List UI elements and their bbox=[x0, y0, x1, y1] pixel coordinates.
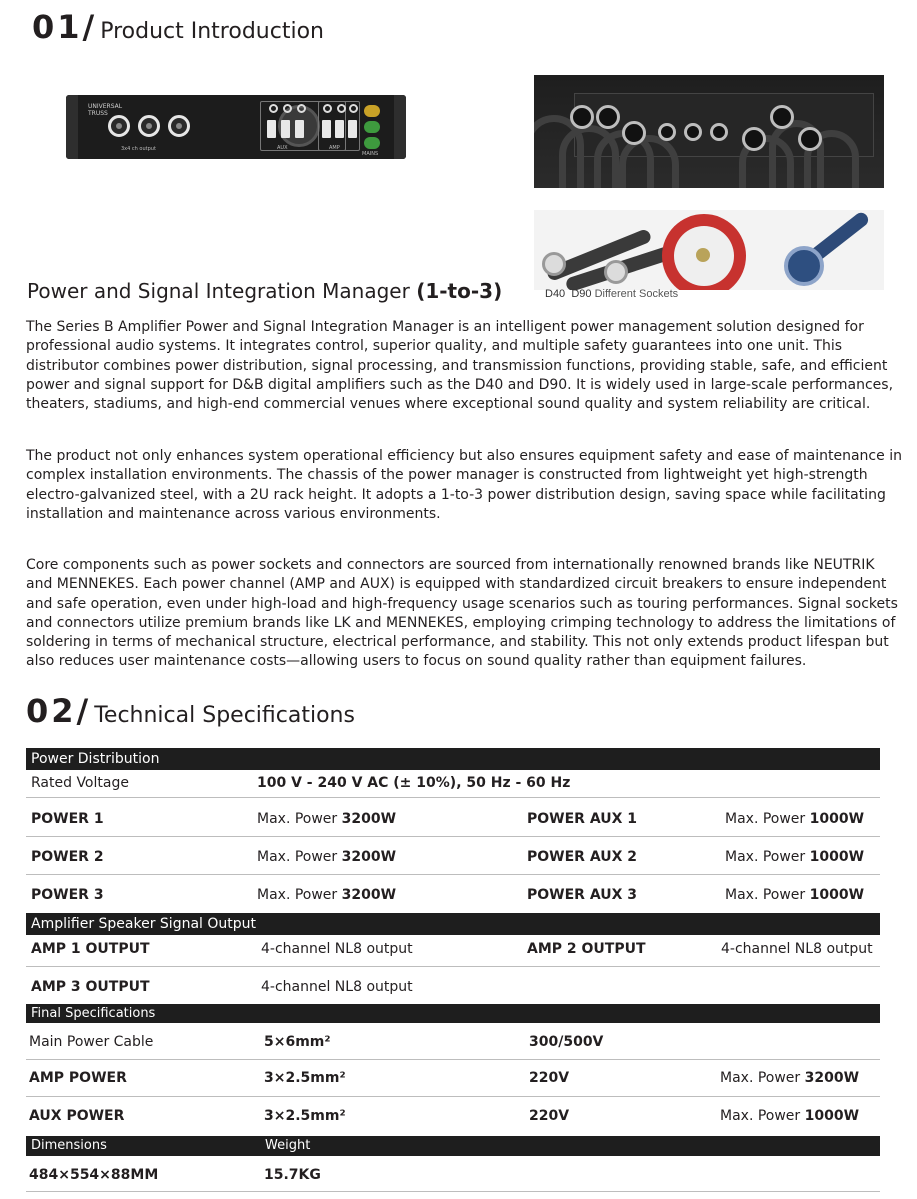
power-aux-2-value: Max. Power 1000W bbox=[725, 849, 865, 865]
power-2-label: POWER 2 bbox=[31, 849, 104, 865]
amp-power-cable-size: 3×2.5mm² bbox=[264, 1070, 346, 1086]
product-title: Power and Signal Integration Manager (1-to-3) bbox=[27, 279, 503, 303]
speakon-connector bbox=[570, 105, 594, 129]
rated-voltage-value: 100 V - 240 V AC (± 10%), 50 Hz - 60 Hz bbox=[257, 775, 571, 791]
amp-label: AMP bbox=[329, 145, 340, 151]
section-number: 01 bbox=[32, 8, 83, 46]
indicator-lamp bbox=[364, 105, 380, 117]
rated-voltage-label: Rated Voltage bbox=[31, 775, 129, 791]
front-panel-photo bbox=[66, 95, 406, 159]
speakon-connector bbox=[596, 105, 620, 129]
nl8-connector bbox=[770, 105, 794, 129]
powercon-connector bbox=[622, 121, 646, 145]
aux-power-voltage: 220V bbox=[529, 1108, 570, 1124]
aux-label: AUX bbox=[277, 145, 288, 151]
amp-power-voltage: 220V bbox=[529, 1070, 570, 1086]
brand-logo: UNIVERSAL TRUSS bbox=[88, 103, 123, 117]
signal-output-header: Amplifier Speaker Signal Output bbox=[26, 913, 880, 935]
amp-power-max: Max. Power 3200W bbox=[720, 1070, 860, 1086]
power-2-value: Max. Power 3200W bbox=[257, 849, 397, 865]
speakon-plug bbox=[784, 246, 824, 286]
amp-1-output-value: 4-channel NL8 output bbox=[261, 941, 413, 957]
section-slash: / bbox=[76, 692, 89, 730]
power-3-label: POWER 3 bbox=[31, 887, 104, 903]
section-title: Technical Specifications bbox=[94, 703, 355, 728]
sockets-caption: D40 D90 Different Sockets bbox=[545, 288, 679, 300]
mains-label: MAINS bbox=[362, 151, 379, 157]
power-aux-2-label: POWER AUX 2 bbox=[527, 849, 638, 865]
power-1-label: POWER 1 bbox=[31, 811, 104, 827]
dimensions-header bbox=[26, 1136, 880, 1156]
section-slash: / bbox=[82, 8, 95, 46]
amp-2-output-label: AMP 2 OUTPUT bbox=[527, 941, 646, 957]
intro-paragraph-3: Core components such as power sockets and connectors are sourced from internationally renowned brands like NEUTRIK and MENNEKES. Each power channel (AMP and AUX) is equipped with standardized circuit breakers to ensure independent and safe operation, even under high-load and high-frequency usage scenarios such as touring performances. Signal sockets and connectors utilize premium brands like LK and MENNEKES, employing crimping technology to address the limitations of soldering in terms of mechanical structure, electrical performance, and stability. This not only extends product lifespan but also reduces user maintenance costs—allowing users to focus on sound quality rather than equipment failures. bbox=[26, 557, 898, 670]
aux-connector bbox=[684, 123, 702, 141]
nl8-output-connector bbox=[108, 115, 130, 137]
nl8-connector bbox=[798, 127, 822, 151]
weight-header-label: Weight bbox=[265, 1138, 311, 1153]
section-1-heading bbox=[32, 8, 324, 46]
power-aux-3-label: POWER AUX 3 bbox=[527, 887, 638, 903]
final-specs-header: Final Specifications bbox=[26, 1004, 880, 1023]
aux-power-label: AUX POWER bbox=[29, 1108, 125, 1124]
nl8-output-connector bbox=[168, 115, 190, 137]
amp-2-output-value: 4-channel NL8 output bbox=[721, 941, 873, 957]
nl8-connector bbox=[742, 127, 766, 151]
amp-3-output-value: 4-channel NL8 output bbox=[261, 979, 413, 995]
aux-power-cable-size: 3×2.5mm² bbox=[264, 1108, 346, 1124]
dimensions-header-label: Dimensions bbox=[31, 1138, 107, 1153]
section-number: 02 bbox=[26, 692, 77, 730]
power-aux-1-label: POWER AUX 1 bbox=[527, 811, 638, 827]
power-aux-1-value: Max. Power 1000W bbox=[725, 811, 865, 827]
weight-value: 15.7KG bbox=[264, 1167, 321, 1183]
main-power-cable-voltage: 300/500V bbox=[529, 1034, 604, 1050]
section-2-heading bbox=[26, 692, 355, 730]
aux-power-max: Max. Power 1000W bbox=[720, 1108, 860, 1124]
aux-connector bbox=[658, 123, 676, 141]
intro-paragraph-1: The Series B Amplifier Power and Signal Integration Manager is an intelligent power management solution designed for professional audio systems. It integrates control, superior quality, and multiple safety guarantees into one unit. This distributor combines power distribution, signal processing, and transmission functions, providing stable, safe, and efficient power and signal support for D&B digital amplifiers such as the D40 and D90. It is widely used in large-scale performances, theaters, stadiums, and high-end commercial venues where exceptional sound quality and system reliability are critical. bbox=[26, 319, 894, 413]
aux-connector bbox=[710, 123, 728, 141]
amp-power-label: AMP POWER bbox=[29, 1070, 127, 1086]
dimensions-value: 484×554×88MM bbox=[29, 1167, 159, 1183]
indicator-lamp bbox=[364, 121, 380, 133]
power-distribution-header: Power Distribution bbox=[26, 748, 880, 770]
power-aux-3-value: Max. Power 1000W bbox=[725, 887, 865, 903]
output-label: 3x4 ch output bbox=[121, 146, 156, 152]
main-power-cable-label: Main Power Cable bbox=[29, 1034, 154, 1050]
amp-1-output-label: AMP 1 OUTPUT bbox=[31, 941, 150, 957]
power-3-value: Max. Power 3200W bbox=[257, 887, 397, 903]
main-power-cable-size: 5×6mm² bbox=[264, 1034, 331, 1050]
section-title: Product Introduction bbox=[100, 19, 324, 44]
intro-paragraph-2: The product not only enhances system operational efficiency but also ensures equipment safety and ease of maintenance in complex installation environments. The chassis of the power manager is constructed from lightweight yet high-strength electro-galvanized steel, with a 2U rack height. It adopts a 1-to-3 power distribution design, saving space while facilitating installation and maintenance across various environments. bbox=[26, 448, 902, 522]
power-1-value: Max. Power 3200W bbox=[257, 811, 397, 827]
amp-3-output-label: AMP 3 OUTPUT bbox=[31, 979, 150, 995]
nl8-output-connector bbox=[138, 115, 160, 137]
rear-panel-photo bbox=[534, 75, 884, 188]
amp-breaker-panel bbox=[318, 101, 360, 151]
sockets-photo bbox=[534, 210, 884, 290]
indicator-lamp bbox=[364, 137, 380, 149]
